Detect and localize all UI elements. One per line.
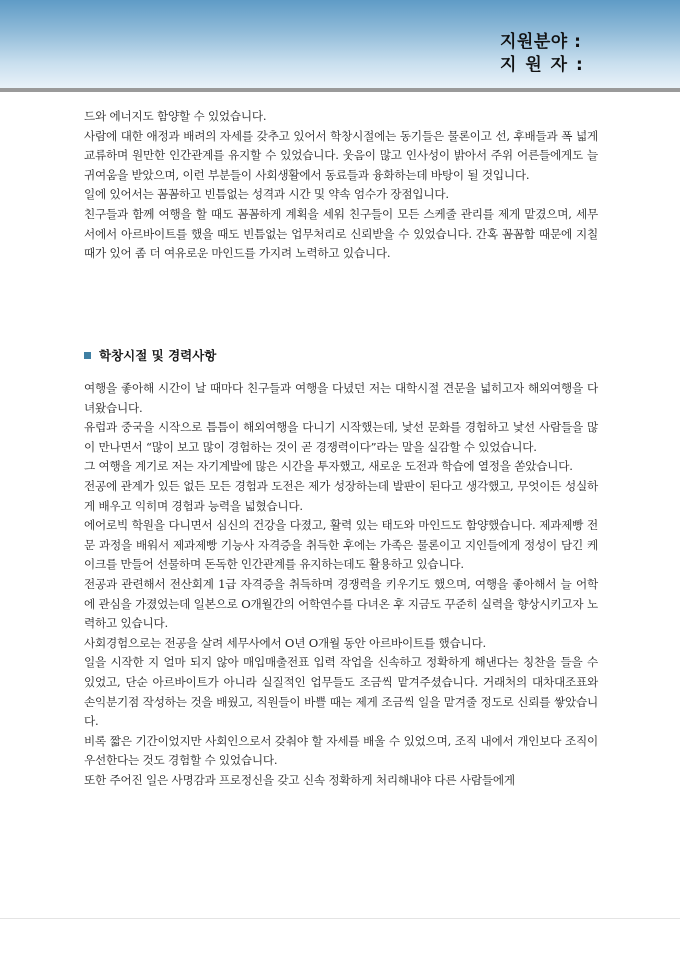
intro-text <box>84 107 598 264</box>
intro-paragraph: 사람에 대한 애정과 배려의 자세를 갖추고 있어서 학창시절에는 동기들은 물론이고 선, 후배들과 폭 넓게 교류하며 원만한 인간관계를 유지할 수 있었습니다. 웃음이 많고 인사성이 밝아서 주위 어른들에게도 늘 귀여움을 받았으며, 이런 부분들이 사회생활에서 동료들과 융화하는데 바탕이 될 것입니다. <box>84 128 598 182</box>
section-title: 학창시절 및 경력사항 <box>99 348 217 363</box>
intro-paragraph: 드와 에너지도 함양할 수 있었습니다. <box>84 109 267 123</box>
career-paragraph: 또한 주어진 일은 사명감과 프로정신을 갖고 신속 정확하게 처리해내야 다른 사람들에게 <box>84 772 515 787</box>
career-paragraph: 일을 시작한 지 얼마 되지 않아 매입매출전표 입력 작업을 신속하고 정확하게 해낸다는 칭찬을 들을 수 있었고, 단순 아르바이트가 아니라 실질적인 업무들도 조금씩 맡겨주셨습니다. 거래처의 대차대조표와 손익분기점 작성하는 것을 배웠고, 직원들이 바쁠 때는 제게 조금씩 일을 맡겨줄 정도로 신뢰를 쌓았습니다. <box>84 655 598 729</box>
section-heading <box>84 346 216 364</box>
career-paragraph: 사회경험으로는 전공을 살려 세무사에서 O년 O개월 동안 아르바이트를 했습니다. <box>84 635 486 650</box>
career-paragraph: 전공에 관계가 있든 없든 모든 경험과 도전은 제가 성장하는데 발판이 된다고 생각했고, 무엇이든 성실하게 배우고 익히며 경험과 능력을 넓혔습니다. <box>84 478 598 513</box>
career-paragraph: 유럽과 중국을 시작으로 틈틈이 해외여행을 다니기 시작했는데, 낯선 문화를 경험하고 낯선 사람들을 많이 만나면서 “많이 보고 많이 경험하는 것이 곧 경쟁력이다”라는 말을 실감할 수 있었습니다. <box>84 420 598 454</box>
applicant-label: 지 원 자 : <box>500 55 585 75</box>
career-paragraph: 비록 짧은 기간이었지만 사회인으로서 갖춰야 할 자세를 배울 수 있었으며, 조직 내에서 개인보다 조직이 우선한다는 것도 경험할 수 있었습니다. <box>84 733 598 768</box>
intro-paragraph: 일에 있어서는 꼼꼼하고 빈틈없는 성격과 시간 및 약속 엄수가 장점입니다. <box>84 187 449 202</box>
square-bullet-icon <box>84 352 91 359</box>
career-paragraph: 여행을 좋아해 시간이 날 때마다 친구들과 여행을 다녔던 저는 대학시절 견문을 넓히고자 해외여행을 다녀왔습니다. <box>84 381 598 415</box>
career-paragraph: 그 여행을 계기로 저는 자기계발에 많은 시간을 투자했고, 새로운 도전과 학습에 열정을 쏟았습니다. <box>84 459 573 474</box>
field-label: 지원분야 : <box>500 32 582 52</box>
career-paragraph: 전공과 관련해서 전산회계 1급 자격증을 취득하며 경쟁력을 키우기도 했으며, 여행을 좋아해서 늘 어학에 관심을 가졌었는데 일본으로 O개월간의 어학연수를 다녀온 후 지금도 꾸준히 실력을 향상시키고자 노력하고 있습니다. <box>84 576 598 631</box>
career-paragraph: 에어로빅 학원을 다니면서 심신의 건강을 다졌고, 활력 있는 태도와 마인드도 함양했습니다. 제과제빵 전문 과정을 배워서 제과제빵 기능사 자격증을 취득한 후에는 가족은 물론이고 지인들에게 정성이 담긴 케이크를 만들어 선물하며 돈독한 인간관계를 유지하는데도 활용하고 있습니다. <box>84 518 598 572</box>
header-divider <box>0 88 680 92</box>
footer-divider <box>0 918 680 919</box>
intro-paragraph: 친구들과 함께 여행을 할 때도 꼼꼼하게 계획을 세워 친구들이 모든 스케줄 관리를 제게 맡겼으며, 세무서에서 아르바이트를 했을 때도 빈틈없는 업무처리로 신뢰받을 수 있었습니다. 간혹 꼼꼼함 때문에 지칠 때가 있어 좀 더 여유로운 마인드를 가지려 노력하고 있습니다. <box>84 206 598 261</box>
career-text <box>84 379 598 790</box>
